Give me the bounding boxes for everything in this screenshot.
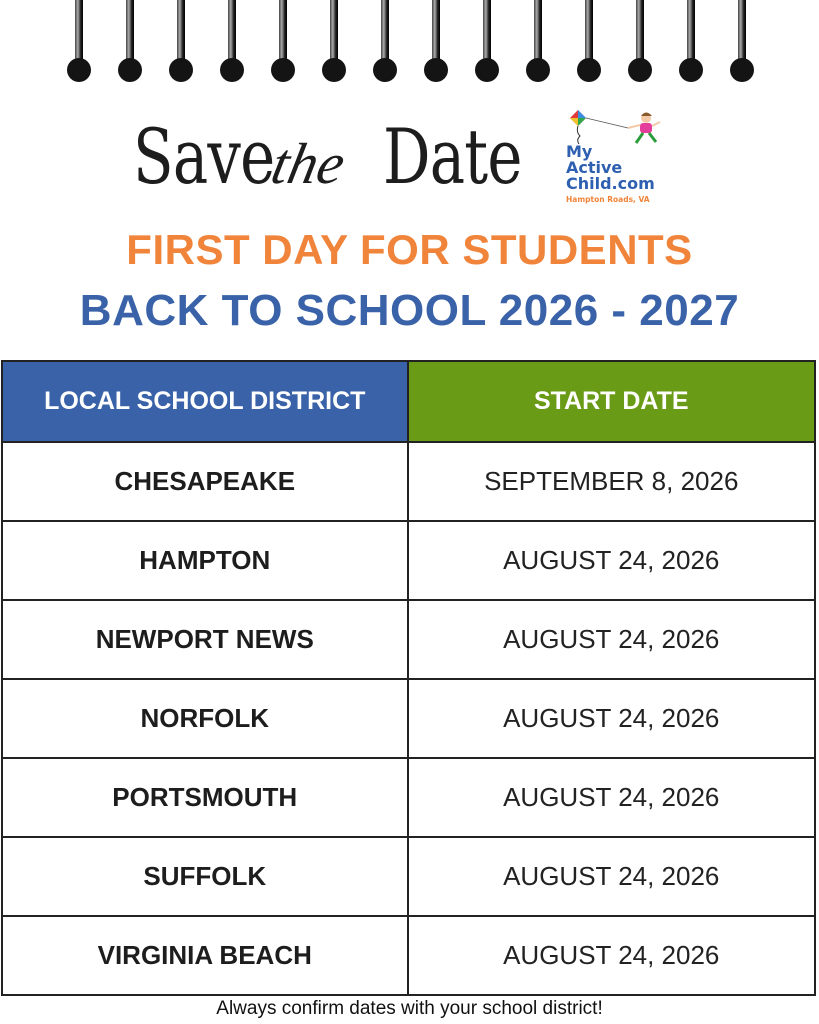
district-cell: VIRGINIA BEACH bbox=[3, 917, 409, 994]
table-row bbox=[3, 678, 814, 757]
table-row bbox=[3, 441, 814, 520]
table-row bbox=[3, 757, 814, 836]
binding-ring bbox=[475, 0, 499, 84]
save-the-date-heading bbox=[133, 112, 523, 204]
date-cell: SEPTEMBER 8, 2026 bbox=[484, 466, 739, 496]
back-to-school-title: BACK TO SCHOOL 2026 - 2027 bbox=[79, 286, 740, 335]
date-cell: AUGUST 24, 2026 bbox=[503, 703, 720, 733]
first-day-title: FIRST DAY FOR STUDENTS bbox=[126, 226, 693, 273]
logo-subtitle: Hampton Roads, VA bbox=[566, 195, 650, 204]
table-row bbox=[3, 520, 814, 599]
binding-ring bbox=[271, 0, 295, 84]
binding-ring bbox=[67, 0, 91, 84]
district-cell: PORTSMOUTH bbox=[3, 759, 409, 836]
table-row bbox=[3, 599, 814, 678]
logo-line-active: Active bbox=[566, 158, 623, 177]
binding-ring bbox=[373, 0, 397, 84]
date-cell: AUGUST 24, 2026 bbox=[503, 782, 720, 812]
district-cell: HAMPTON bbox=[3, 522, 409, 599]
the-word: the bbox=[266, 131, 351, 196]
date-cell: AUGUST 24, 2026 bbox=[503, 545, 720, 575]
table-row bbox=[3, 836, 814, 915]
table-header-row bbox=[3, 362, 814, 441]
district-cell: CHESAPEAKE bbox=[3, 443, 409, 520]
table-row bbox=[3, 915, 814, 994]
district-cell: SUFFOLK bbox=[3, 838, 409, 915]
binding-ring bbox=[220, 0, 244, 84]
spiral-binding bbox=[0, 0, 819, 90]
logo-line-child: Child.com bbox=[566, 174, 655, 193]
date-word: Date bbox=[383, 112, 522, 201]
binding-ring bbox=[526, 0, 550, 84]
header-district: LOCAL SCHOOL DISTRICT bbox=[3, 362, 409, 441]
district-cell: NORFOLK bbox=[3, 680, 409, 757]
logo-line-my: My bbox=[566, 142, 593, 161]
date-cell: AUGUST 24, 2026 bbox=[503, 861, 720, 891]
school-start-table bbox=[1, 360, 816, 996]
binding-ring bbox=[679, 0, 703, 84]
save-word: Save bbox=[133, 112, 275, 201]
footer-note: Always confirm dates with your school district! bbox=[216, 998, 603, 1019]
date-cell: AUGUST 24, 2026 bbox=[503, 940, 720, 970]
binding-ring bbox=[322, 0, 346, 84]
binding-ring bbox=[169, 0, 193, 84]
binding-ring bbox=[730, 0, 754, 84]
binding-ring bbox=[424, 0, 448, 84]
binding-ring bbox=[628, 0, 652, 84]
binding-ring bbox=[118, 0, 142, 84]
header-start-date: START DATE bbox=[409, 362, 815, 441]
date-cell: AUGUST 24, 2026 bbox=[503, 624, 720, 654]
binding-ring bbox=[577, 0, 601, 84]
district-cell: NEWPORT NEWS bbox=[3, 601, 409, 678]
my-active-child-logo bbox=[562, 110, 672, 210]
